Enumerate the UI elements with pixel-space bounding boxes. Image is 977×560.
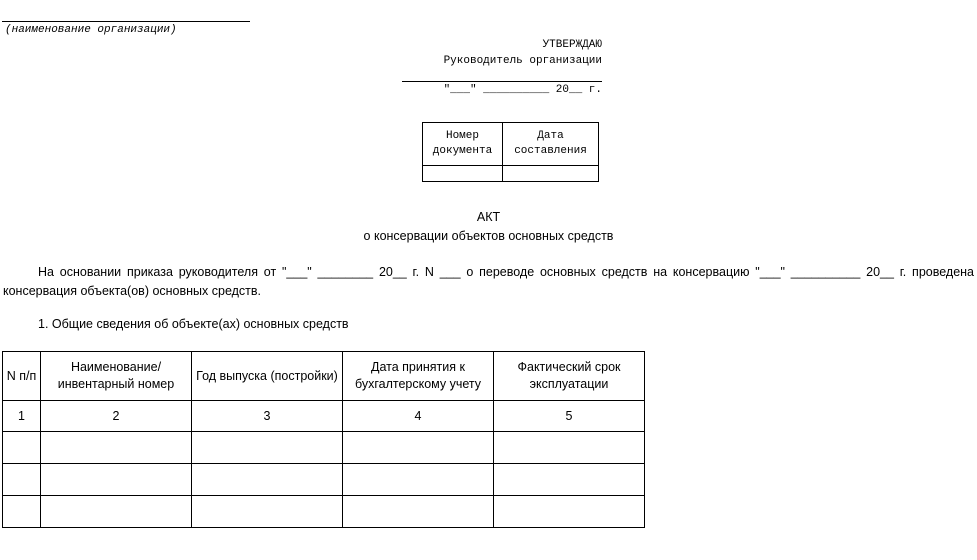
column-number-4: 4: [343, 401, 494, 432]
table-cell: [343, 496, 494, 528]
table-row: [3, 432, 645, 464]
header-name-inventory: Наименование/инвентарный номер: [41, 352, 192, 401]
approval-role: Руководитель организации: [443, 55, 602, 67]
table-cell: [41, 496, 192, 528]
table-cell: [3, 496, 41, 528]
table-cell: [41, 432, 192, 464]
organization-name-line: [2, 21, 250, 22]
table-cell: [41, 464, 192, 496]
doc-number-cell: [423, 166, 503, 182]
header-year-built: Год выпуска (постройки): [192, 352, 343, 401]
table-cell: [343, 464, 494, 496]
table-cell: [3, 432, 41, 464]
table-cell: [494, 496, 645, 528]
approval-date-line: "___" __________ 20__ г.: [443, 84, 602, 96]
column-number-2: 2: [41, 401, 192, 432]
table-cell: [343, 432, 494, 464]
section-1-heading: 1. Общие сведения об объекте(ах) основных средств: [38, 317, 349, 331]
act-title: АКТ: [476, 210, 501, 224]
approval-signature-line: [402, 81, 602, 82]
table-cell: [192, 432, 343, 464]
table-cell: [3, 464, 41, 496]
doc-date-cell: [503, 166, 599, 182]
doc-number-header: Номер документа: [423, 123, 503, 166]
column-number-3: 3: [192, 401, 343, 432]
act-basis-paragraph: На основании приказа руководителя от "___" ________ 20__ г. N ___ о переводе основных средств на консервацию "___" __________ 20__ г. проведена консервация объекта(ов) основных средств.: [3, 265, 974, 298]
header-accounting-date: Дата принятия к бухгалтерскому учету: [343, 352, 494, 401]
header-service-life: Фактический срок эксплуатации: [494, 352, 645, 401]
table-row: [3, 496, 645, 528]
approval-title: УТВЕРЖДАЮ: [542, 39, 602, 51]
column-number-1: 1: [3, 401, 41, 432]
doc-date-header: Дата составления: [503, 123, 599, 166]
table-row: [3, 464, 645, 496]
table-cell: [494, 464, 645, 496]
table-cell: [494, 432, 645, 464]
document-number-table: [422, 122, 599, 182]
table-cell: [192, 464, 343, 496]
fixed-assets-table: [2, 351, 645, 528]
column-number-5: 5: [494, 401, 645, 432]
table-cell: [192, 496, 343, 528]
header-row-number: N п/п: [3, 352, 41, 401]
act-subtitle: о консервации объектов основных средств: [363, 229, 614, 243]
organization-caption: (наименование организации): [5, 24, 177, 36]
